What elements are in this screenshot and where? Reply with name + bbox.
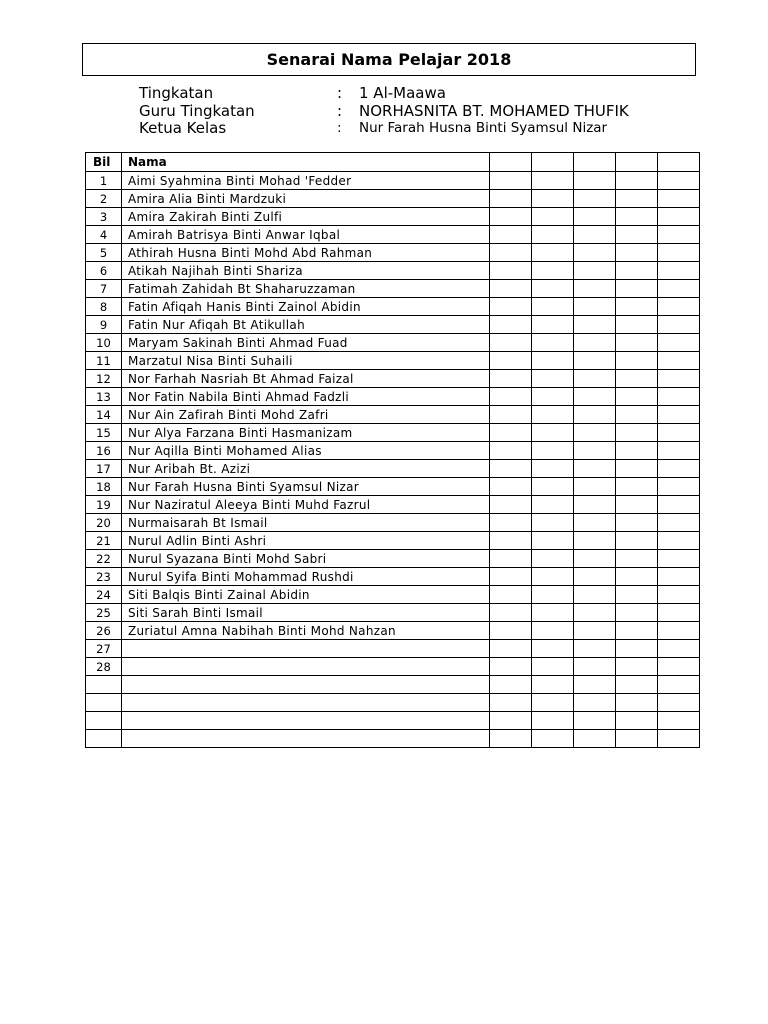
row-bil [86, 694, 122, 712]
blank-cell [574, 658, 616, 676]
row-bil: 15 [86, 424, 122, 442]
table-row [86, 208, 700, 226]
blank-cell [574, 640, 616, 658]
blank-cell [490, 388, 532, 406]
row-nama: Fatin Afiqah Hanis Binti Zainol Abidin [122, 298, 490, 316]
blank-cell [532, 226, 574, 244]
blank-cell [616, 226, 658, 244]
blank-cell [532, 352, 574, 370]
row-nama [122, 730, 490, 748]
blank-cell [658, 694, 700, 712]
blank-cell [490, 496, 532, 514]
info-label: Tingkatan [139, 84, 214, 102]
blank-cell [658, 424, 700, 442]
table-row [86, 172, 700, 190]
blank-cell [574, 514, 616, 532]
blank-cell [532, 586, 574, 604]
blank-cell [616, 532, 658, 550]
blank-cell [532, 442, 574, 460]
header-bil: Bil [86, 153, 122, 172]
blank-cell [658, 550, 700, 568]
blank-cell [574, 334, 616, 352]
table-row [86, 730, 700, 748]
blank-cell [490, 442, 532, 460]
blank-cell [616, 730, 658, 748]
table-row [86, 550, 700, 568]
table-row [86, 676, 700, 694]
blank-cell [658, 298, 700, 316]
row-bil: 28 [86, 658, 122, 676]
row-nama [122, 658, 490, 676]
page-title: Senarai Nama Pelajar 2018 [82, 43, 696, 76]
blank-cell [658, 478, 700, 496]
info-value: NORHASNITA BT. MOHAMED THUFIK [359, 101, 629, 120]
blank-cell [616, 298, 658, 316]
blank-cell [616, 712, 658, 730]
blank-cell [616, 496, 658, 514]
row-nama: Fatin Nur Afiqah Bt Atikullah [122, 316, 490, 334]
blank-cell [616, 460, 658, 478]
blank-cell [532, 694, 574, 712]
blank-cell [658, 244, 700, 262]
blank-cell [658, 262, 700, 280]
table-row [86, 532, 700, 550]
blank-cell [532, 478, 574, 496]
row-nama [122, 640, 490, 658]
blank-cell [574, 208, 616, 226]
row-bil: 23 [86, 568, 122, 586]
blank-cell [574, 370, 616, 388]
blank-cell [490, 694, 532, 712]
blank-cell [532, 604, 574, 622]
blank-cell [532, 388, 574, 406]
table-row [86, 496, 700, 514]
blank-cell [532, 658, 574, 676]
row-bil: 7 [86, 280, 122, 298]
row-nama: Zuriatul Amna Nabihah Binti Mohd Nahzan [122, 622, 490, 640]
table-row [86, 442, 700, 460]
row-bil: 3 [86, 208, 122, 226]
blank-cell [574, 622, 616, 640]
table-row [86, 568, 700, 586]
blank-cell [490, 478, 532, 496]
row-nama: Nur Naziratul Aleeya Binti Muhd Fazrul [122, 496, 490, 514]
blank-cell [658, 442, 700, 460]
table-row [86, 478, 700, 496]
blank-cell [490, 550, 532, 568]
blank-cell [658, 676, 700, 694]
blank-cell [490, 226, 532, 244]
table-row [86, 352, 700, 370]
blank-cell [658, 208, 700, 226]
row-nama: Amira Zakirah Binti Zulfi [122, 208, 490, 226]
row-bil: 11 [86, 352, 122, 370]
blank-cell [574, 352, 616, 370]
blank-cell [574, 262, 616, 280]
blank-cell [574, 226, 616, 244]
row-bil: 6 [86, 262, 122, 280]
blank-cell [658, 406, 700, 424]
row-nama: Fatimah Zahidah Bt Shaharuzzaman [122, 280, 490, 298]
blank-cell [616, 478, 658, 496]
blank-cell [532, 334, 574, 352]
info-colon: : [337, 84, 343, 102]
blank-cell [490, 676, 532, 694]
blank-cell [658, 604, 700, 622]
row-nama: Nurul Syifa Binti Mohammad Rushdi [122, 568, 490, 586]
row-bil: 17 [86, 460, 122, 478]
blank-cell [490, 262, 532, 280]
blank-cell [532, 622, 574, 640]
blank-cell [574, 172, 616, 190]
blank-cell [490, 712, 532, 730]
blank-cell [616, 406, 658, 424]
blank-cell [574, 316, 616, 334]
blank-cell [616, 190, 658, 208]
blank-cell [532, 370, 574, 388]
row-nama: Nur Aribah Bt. Azizi [122, 460, 490, 478]
blank-cell [574, 244, 616, 262]
blank-cell [490, 514, 532, 532]
blank-cell [658, 172, 700, 190]
blank-cell [490, 532, 532, 550]
blank-cell [490, 604, 532, 622]
blank-cell [658, 370, 700, 388]
blank-cell [616, 280, 658, 298]
table-body [86, 172, 700, 748]
blank-cell [490, 352, 532, 370]
blank-cell [658, 622, 700, 640]
blank-cell [616, 568, 658, 586]
table-row [86, 694, 700, 712]
blank-cell [574, 496, 616, 514]
row-bil: 18 [86, 478, 122, 496]
blank-cell [574, 730, 616, 748]
blank-cell [532, 712, 574, 730]
blank-cell [574, 424, 616, 442]
blank-cell [490, 424, 532, 442]
row-bil: 26 [86, 622, 122, 640]
blank-cell [574, 190, 616, 208]
table-header-row [86, 153, 700, 172]
blank-cell [616, 442, 658, 460]
row-nama: Nur Farah Husna Binti Syamsul Nizar [122, 478, 490, 496]
blank-cell [616, 172, 658, 190]
blank-cell [574, 568, 616, 586]
blank-cell [532, 460, 574, 478]
blank-cell [532, 496, 574, 514]
table-row [86, 280, 700, 298]
header-blank [574, 153, 616, 172]
blank-cell [490, 370, 532, 388]
blank-cell [532, 280, 574, 298]
row-bil: 2 [86, 190, 122, 208]
blank-cell [616, 370, 658, 388]
blank-cell [532, 424, 574, 442]
row-bil: 21 [86, 532, 122, 550]
row-bil: 10 [86, 334, 122, 352]
table-row [86, 298, 700, 316]
student-table [85, 152, 700, 748]
info-label: Guru Tingkatan [139, 101, 255, 120]
blank-cell [532, 676, 574, 694]
row-bil: 12 [86, 370, 122, 388]
blank-cell [532, 244, 574, 262]
table-row [86, 514, 700, 532]
blank-cell [574, 586, 616, 604]
table-row [86, 370, 700, 388]
blank-cell [574, 532, 616, 550]
row-nama: Nur Alya Farzana Binti Hasmanizam [122, 424, 490, 442]
blank-cell [532, 568, 574, 586]
blank-cell [616, 676, 658, 694]
blank-cell [658, 658, 700, 676]
info-row-guru-tingkatan [139, 103, 629, 121]
info-label: Ketua Kelas [139, 119, 227, 137]
row-nama [122, 676, 490, 694]
blank-cell [574, 388, 616, 406]
blank-cell [490, 658, 532, 676]
header-blank [616, 153, 658, 172]
blank-cell [658, 226, 700, 244]
table-row [86, 334, 700, 352]
blank-cell [490, 460, 532, 478]
table-row [86, 640, 700, 658]
blank-cell [616, 658, 658, 676]
table-row [86, 658, 700, 676]
info-row-ketua-kelas [139, 120, 629, 138]
blank-cell [532, 406, 574, 424]
row-bil [86, 676, 122, 694]
blank-cell [490, 568, 532, 586]
blank-cell [490, 334, 532, 352]
header-blank [532, 153, 574, 172]
blank-cell [658, 514, 700, 532]
blank-cell [616, 352, 658, 370]
blank-cell [574, 712, 616, 730]
row-bil: 16 [86, 442, 122, 460]
blank-cell [532, 208, 574, 226]
row-nama: Nur Ain Zafirah Binti Mohd Zafri [122, 406, 490, 424]
blank-cell [532, 532, 574, 550]
table-row [86, 262, 700, 280]
header-nama: Nama [122, 153, 490, 172]
info-colon: : [337, 120, 342, 136]
row-nama: Marzatul Nisa Binti Suhaili [122, 352, 490, 370]
row-nama: Nur Aqilla Binti Mohamed Alias [122, 442, 490, 460]
row-nama: Athirah Husna Binti Mohd Abd Rahman [122, 244, 490, 262]
table-row [86, 406, 700, 424]
blank-cell [574, 280, 616, 298]
row-nama: Siti Balqis Binti Zainal Abidin [122, 586, 490, 604]
blank-cell [532, 262, 574, 280]
blank-cell [532, 172, 574, 190]
blank-cell [658, 334, 700, 352]
blank-cell [574, 478, 616, 496]
blank-cell [616, 586, 658, 604]
table-row [86, 226, 700, 244]
row-nama: Atikah Najihah Binti Shariza [122, 262, 490, 280]
table-row [86, 604, 700, 622]
blank-cell [574, 460, 616, 478]
row-bil: 22 [86, 550, 122, 568]
table-row [86, 622, 700, 640]
blank-cell [490, 280, 532, 298]
blank-cell [490, 190, 532, 208]
row-bil: 8 [86, 298, 122, 316]
info-row-tingkatan [139, 85, 629, 103]
blank-cell [616, 514, 658, 532]
row-bil: 13 [86, 388, 122, 406]
blank-cell [616, 316, 658, 334]
blank-cell [532, 514, 574, 532]
blank-cell [490, 244, 532, 262]
blank-cell [574, 550, 616, 568]
blank-cell [532, 316, 574, 334]
info-colon: : [337, 101, 343, 120]
blank-cell [658, 532, 700, 550]
blank-cell [658, 460, 700, 478]
blank-cell [490, 586, 532, 604]
table-row [86, 586, 700, 604]
blank-cell [658, 190, 700, 208]
blank-cell [616, 262, 658, 280]
blank-cell [658, 568, 700, 586]
row-nama [122, 694, 490, 712]
row-nama: Amirah Batrisya Binti Anwar Iqbal [122, 226, 490, 244]
blank-cell [532, 298, 574, 316]
blank-cell [490, 622, 532, 640]
row-nama: Aimi Syahmina Binti Mohad 'Fedder [122, 172, 490, 190]
blank-cell [574, 676, 616, 694]
row-nama: Nurul Syazana Binti Mohd Sabri [122, 550, 490, 568]
info-value: Nur Farah Husna Binti Syamsul Nizar [359, 120, 608, 136]
table-row [86, 244, 700, 262]
blank-cell [616, 604, 658, 622]
row-nama: Siti Sarah Binti Ismail [122, 604, 490, 622]
blank-cell [616, 550, 658, 568]
table-row [86, 460, 700, 478]
blank-cell [658, 316, 700, 334]
blank-cell [658, 640, 700, 658]
blank-cell [658, 712, 700, 730]
row-bil [86, 730, 122, 748]
blank-cell [616, 640, 658, 658]
table-row [86, 190, 700, 208]
table-row [86, 424, 700, 442]
blank-cell [490, 208, 532, 226]
blank-cell [658, 586, 700, 604]
blank-cell [490, 316, 532, 334]
row-bil: 27 [86, 640, 122, 658]
blank-cell [532, 640, 574, 658]
blank-cell [490, 298, 532, 316]
row-bil: 25 [86, 604, 122, 622]
row-nama: Amira Alia Binti Mardzuki [122, 190, 490, 208]
blank-cell [532, 190, 574, 208]
info-value: 1 Al-Maawa [359, 84, 446, 102]
blank-cell [616, 622, 658, 640]
blank-cell [616, 334, 658, 352]
blank-cell [658, 496, 700, 514]
blank-cell [658, 352, 700, 370]
blank-cell [658, 730, 700, 748]
blank-cell [574, 442, 616, 460]
row-nama: Nor Farhah Nasriah Bt Ahmad Faizal [122, 370, 490, 388]
row-bil: 9 [86, 316, 122, 334]
row-nama: Nurmaisarah Bt Ismail [122, 514, 490, 532]
row-nama [122, 712, 490, 730]
row-bil: 1 [86, 172, 122, 190]
blank-cell [616, 694, 658, 712]
row-bil [86, 712, 122, 730]
row-bil: 4 [86, 226, 122, 244]
blank-cell [616, 208, 658, 226]
blank-cell [616, 388, 658, 406]
blank-cell [574, 406, 616, 424]
blank-cell [490, 640, 532, 658]
row-bil: 24 [86, 586, 122, 604]
header-blank [658, 153, 700, 172]
header-blank [490, 153, 532, 172]
row-bil: 5 [86, 244, 122, 262]
blank-cell [490, 406, 532, 424]
table-row [86, 712, 700, 730]
row-nama: Nurul Adlin Binti Ashri [122, 532, 490, 550]
blank-cell [658, 280, 700, 298]
row-nama: Maryam Sakinah Binti Ahmad Fuad [122, 334, 490, 352]
blank-cell [574, 694, 616, 712]
blank-cell [532, 730, 574, 748]
blank-cell [490, 730, 532, 748]
blank-cell [490, 172, 532, 190]
row-nama: Nor Fatin Nabila Binti Ahmad Fadzli [122, 388, 490, 406]
blank-cell [532, 550, 574, 568]
row-bil: 19 [86, 496, 122, 514]
row-bil: 14 [86, 406, 122, 424]
row-bil: 20 [86, 514, 122, 532]
blank-cell [616, 244, 658, 262]
table-row [86, 388, 700, 406]
class-info [139, 85, 629, 138]
blank-cell [574, 604, 616, 622]
blank-cell [658, 388, 700, 406]
blank-cell [574, 298, 616, 316]
table-row [86, 316, 700, 334]
blank-cell [616, 424, 658, 442]
